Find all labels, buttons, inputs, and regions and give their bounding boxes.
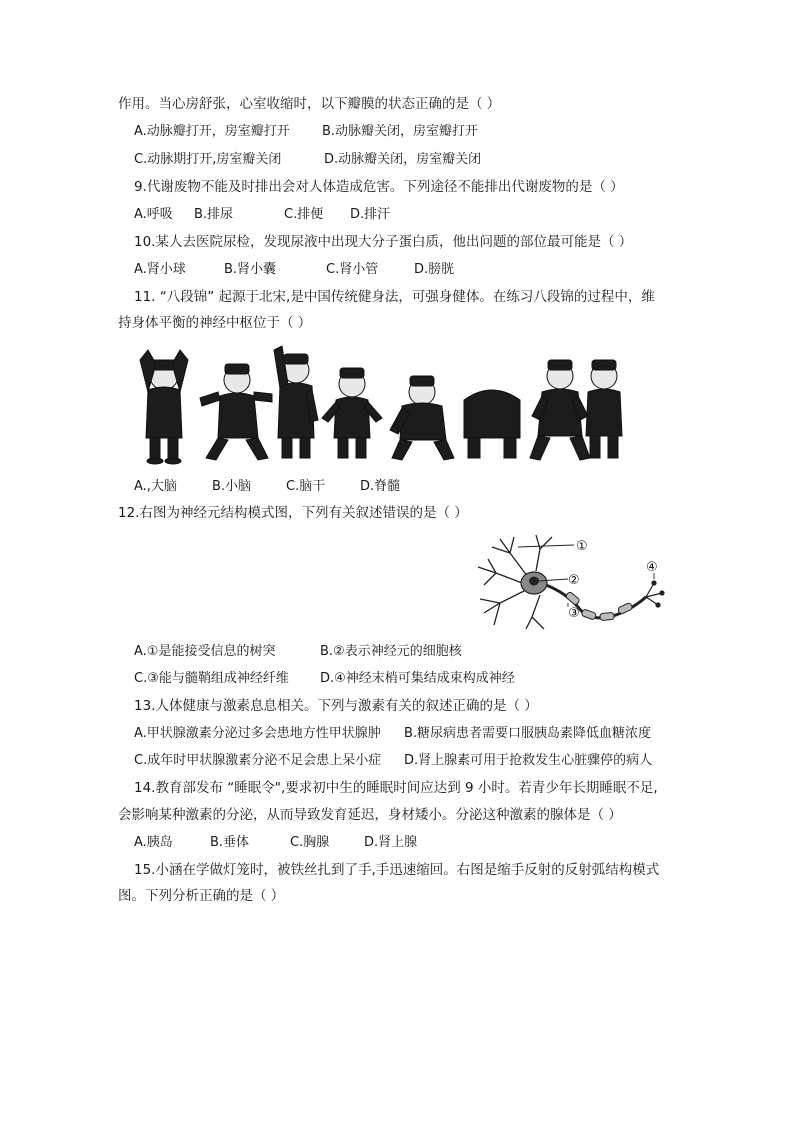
q12-option-a: A.①是能接受信息的树突	[134, 644, 276, 659]
q10-stem: 10.某人去医院尿检，发现尿液中出现大分子蛋白质，他出问题的部位最可能是（ ）	[134, 234, 633, 250]
nucleus	[529, 577, 539, 586]
q8-option-d: D.动脉瓣关闭，房室瓣关闭	[324, 152, 482, 167]
q9-option-c: C.排便	[284, 207, 324, 222]
label-1: ①	[576, 539, 588, 554]
q8-option-b: B.动脉瓣关闭，房室瓣打开	[322, 124, 479, 139]
q9-option-d: D.排汗	[350, 207, 391, 222]
dendrite	[492, 537, 528, 577]
q12-option-d: D.④神经末梢可集结成束构成神经	[320, 671, 515, 686]
q12-option-c: C.③能与髓鞘组成神经纤维	[134, 671, 289, 686]
q10-option-d: D.膀胱	[414, 262, 455, 277]
q9-option-b: B.排尿	[194, 207, 234, 222]
q13-option-a: A.甲状腺激素分泌过多会患地方性甲状腺肿	[134, 726, 381, 741]
q9-option-a: A.呼吸	[134, 207, 173, 222]
q12-stem: 12.右图为神经元结构模式图，下列有关叙述错误的是（ ）	[118, 505, 468, 521]
q12-option-b: B.②表示神经元的细胞核	[320, 644, 462, 659]
dendrite	[526, 595, 544, 629]
figure-6	[464, 390, 520, 458]
q10-option-c: C.肾小管	[326, 262, 379, 277]
q9-stem: 9.代谢废物不能及时排出会对人体造成危害。下列途径不能排出代谢废物的是（ ）	[134, 179, 624, 195]
dendrite	[478, 559, 522, 585]
q8-option-a: A.动脉瓣打开，房室瓣打开	[134, 124, 290, 139]
figure-5	[390, 376, 454, 460]
q11-stem-line1: 11. “八段锦” 起源于北宋,是中国传统健身法，可强身健体。在练习八段锦的过程中，维	[134, 289, 655, 305]
q10-option-a: A.肾小球	[134, 262, 186, 277]
dendrite	[536, 535, 552, 571]
q11-option-d: D.脊髓	[360, 479, 401, 494]
q13-stem: 13.人体健康与激素息息相关。下列与激素有关的叙述正确的是（ ）	[134, 698, 538, 714]
q8-stem-tail: 作用。当心房舒张，心室收缩时，以下瓣膜的状态正确的是（ ）	[118, 96, 501, 112]
label-3: ③	[568, 606, 580, 621]
q11-stem-line2: 持身体平衡的神经中枢位于（ ）	[118, 315, 312, 331]
q14-option-a: A.胰岛	[134, 835, 173, 850]
baduanjin-figures-illustration	[134, 340, 624, 466]
figure-1	[140, 350, 188, 464]
figure-8	[586, 360, 622, 458]
q8-option-c: C.动脉期打开,房室瓣关闭	[134, 152, 282, 167]
neuron-diagram	[470, 533, 676, 633]
q13-option-d: D.肾上腺素可用于抢救发生心脏骤停的病人	[404, 753, 653, 768]
q11-option-c: C.脑干	[286, 479, 326, 494]
figure-4	[322, 368, 382, 458]
q14-option-d: D.肾上腺	[364, 835, 418, 850]
q14-stem-line1: 14.教育部发布 “睡眠令",要求初中生的睡眠时间应达到 9 小时。若青少年长期睡眠不足,	[134, 780, 658, 796]
q15-stem-line2: 图。下列分析正确的是（ ）	[118, 888, 285, 904]
q14-stem-line2: 会影响某种激素的分泌，从而导致发育延迟，身材矮小。分泌这种激素的腺体是（ ）	[118, 807, 622, 823]
label-2: ②	[568, 573, 580, 588]
q11-option-a: A.,大脑	[134, 479, 177, 494]
q13-option-c: C.成年时甲状腺激素分泌不足会患上呆小症	[134, 753, 382, 768]
figure-2	[200, 364, 272, 460]
q15-stem-line1: 15.小涵在学做灯笼时，被铁丝扎到了手,手迅速缩回。右图是缩手反射的反射弧结构模式	[134, 862, 660, 878]
figure-3	[274, 346, 318, 458]
figure-7	[530, 360, 590, 460]
q10-option-b: B.肾小囊	[224, 262, 277, 277]
q14-option-c: C.胸腺	[290, 835, 330, 850]
label-4: ④	[646, 560, 658, 575]
q11-option-b: B.小脑	[212, 479, 252, 494]
q13-option-b: B.糖尿病患者需要口服胰岛素降低血糖浓度	[404, 726, 652, 741]
dendrite	[480, 591, 524, 625]
q14-option-b: B.垂体	[210, 835, 250, 850]
